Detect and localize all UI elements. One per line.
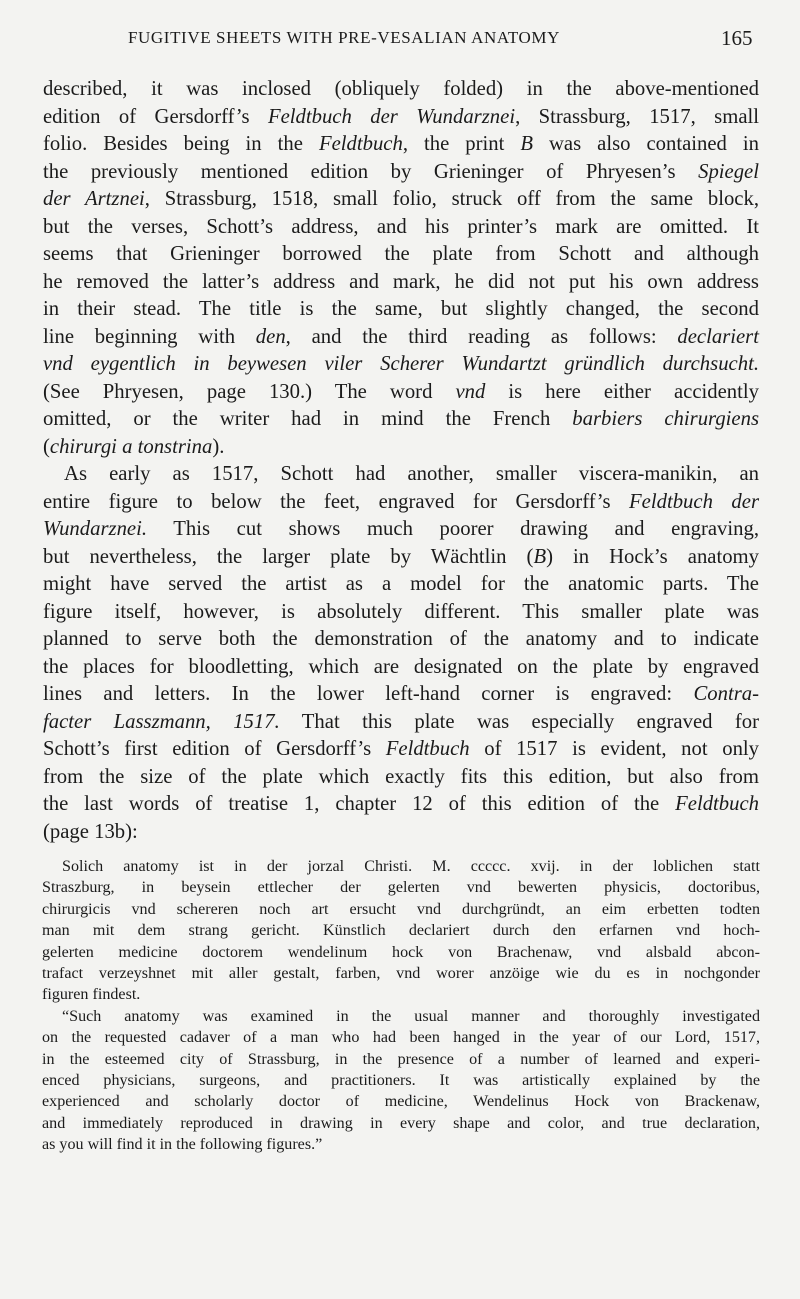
italic-text: Feldtbuch der — [629, 490, 759, 513]
italic-text: vnd eygentlich in beywesen viler Scherer Wundartzt gründlich durchsucht. — [43, 353, 759, 375]
text-run: from the size of the plate which exactly fits this edition, but also from — [43, 765, 759, 788]
text-run: seems that Grieninger borrowed the plate from Schott and although — [43, 243, 759, 265]
italic-text: den — [255, 325, 286, 348]
text-run: as you will find it in the following figures.” — [42, 1136, 323, 1154]
italic-text: Feldtbuch — [675, 793, 759, 815]
text-run: ). — [212, 435, 225, 458]
text-run: “Such anatomy was examined in the usual manner and thoroughly investigated — [62, 1007, 760, 1025]
quote-line — [42, 942, 760, 963]
quote-line — [42, 1091, 760, 1112]
body-text — [43, 76, 759, 846]
text-run: on the requested cadaver of a man who had been hanged in the year of our Lord, 1517, — [42, 1029, 760, 1047]
text-run: ) in Hock’s anatomy — [546, 545, 759, 568]
quote-line — [42, 1027, 760, 1048]
body-line — [43, 131, 759, 159]
italic-text: Contra- — [693, 683, 759, 705]
page-number: 165 — [721, 26, 753, 50]
quote-line — [42, 963, 760, 984]
text-run: Solich anatomy ist in der jorzal Christi. M. ccccc. xvij. in der loblichen statt — [62, 858, 760, 875]
text-run: he removed the latter’s address and mark, he did not put his own address — [43, 270, 759, 293]
body-line — [43, 241, 759, 269]
text-run: is here either accidently — [485, 380, 759, 403]
page-header — [0, 26, 800, 56]
italic-text: B — [520, 133, 533, 155]
text-run: and immediately reproduced in drawing in every shape and color, and true declaration, — [42, 1114, 760, 1132]
italic-text: Feldtbuch — [318, 133, 403, 155]
text-run: , the print — [402, 133, 521, 155]
text-run: , Strassburg, 1517, small — [515, 105, 759, 128]
text-run: line beginning with — [43, 325, 256, 348]
italic-text: Feldtbuch — [385, 738, 470, 760]
body-line — [43, 819, 759, 847]
text-run: Straszburg, in beysein ettlecher der gelerten vnd bewerten physicis, doctoribus, — [42, 879, 760, 897]
body-line — [43, 709, 759, 737]
text-run: , and the third reading as follows: — [285, 325, 678, 348]
text-run: This cut shows much poorer drawing and engraving, — [147, 518, 759, 540]
text-run: but nevertheless, the larger plate by Wächtlin ( — [43, 545, 534, 568]
italic-text: vnd — [455, 380, 486, 403]
text-run: , Strassburg, 1518, small folio, struck off from the same block, — [144, 188, 760, 210]
body-line — [43, 461, 759, 489]
body-line — [43, 654, 759, 682]
text-run: chirurgicis vnd schereren noch art ersucht vnd durchgründt, an eim erbetten todten — [42, 900, 760, 918]
body-line — [43, 379, 759, 407]
text-run: omitted, or the writer had in mind the French — [43, 408, 573, 430]
text-run: in the esteemed city of Strassburg, in the presence of a number of learned and experi- — [42, 1050, 760, 1068]
text-run: edition of Gersdorff’s — [43, 105, 268, 128]
text-run: the previously mentioned edition by Grieninger of Phryesen’s — [43, 160, 699, 183]
body-line — [43, 269, 759, 297]
text-run: That this plate was especially engraved for — [279, 710, 759, 733]
body-line — [43, 516, 759, 544]
body-line — [43, 214, 759, 242]
body-line — [43, 406, 759, 434]
quote-line — [42, 1006, 760, 1027]
text-run: (page 13b): — [43, 820, 138, 843]
text-run: experienced and scholarly doctor of medicine, Wendelinus Hock von Brackenaw, — [42, 1093, 760, 1111]
text-run: ( — [43, 435, 50, 458]
body-line — [43, 736, 759, 764]
body-line — [43, 764, 759, 792]
quote-line — [42, 856, 760, 877]
quote-line — [42, 984, 760, 1005]
text-run: described, it was inclosed (obliquely folded) in the above-mentioned — [43, 78, 759, 100]
text-run: lines and letters. In the lower left-hand corner is engraved: — [43, 683, 694, 705]
text-run: figuren findest. — [42, 986, 141, 1004]
text-run: the places for bloodletting, which are designated on the plate by engraved — [43, 655, 759, 678]
text-run: in their stead. The title is the same, but slightly changed, the second — [43, 298, 759, 320]
body-line — [43, 544, 759, 572]
italic-text: Spiegel — [698, 160, 759, 183]
text-run: Schott’s first edition of Gersdorff’s — [43, 738, 386, 760]
text-run: enced physicians, surgeons, and practitioners. It was artistically explained by the — [42, 1071, 760, 1089]
text-run: man mit dem strang gericht. Künstlich declariert durch den erfarnen vnd hoch- — [42, 922, 760, 940]
italic-text: facter Lasszmann, 1517. — [43, 710, 280, 733]
body-line — [43, 681, 759, 709]
quote-line — [42, 1070, 760, 1091]
text-run: might have served the artist as a model for the anatomic parts. The — [43, 573, 759, 595]
text-run: folio. Besides being in the — [43, 133, 319, 155]
italic-text: B — [533, 545, 547, 568]
quote-line — [42, 877, 760, 898]
running-head: FUGITIVE SHEETS WITH PRE-VESALIAN ANATOMY — [128, 28, 560, 47]
body-line — [43, 489, 759, 517]
body-line — [43, 599, 759, 627]
quote-line — [42, 1113, 760, 1134]
body-line — [43, 296, 759, 324]
quote-line — [42, 920, 760, 941]
quote-line — [42, 1049, 760, 1070]
italic-text: declariert — [677, 325, 759, 348]
text-run: figure itself, however, is absolutely different. This smaller plate was — [43, 600, 759, 623]
block-quote — [42, 856, 760, 1155]
body-line — [43, 626, 759, 654]
text-run: trafact verzeyshnet mit aller gestalt, farben, vnd worer anzöige wie du es in nochgonder — [42, 964, 760, 982]
body-line — [43, 351, 759, 379]
italic-text: der Artznei — [43, 188, 145, 210]
italic-text: barbiers chirurgiens — [572, 408, 759, 430]
italic-text: Wundarznei. — [43, 518, 148, 540]
body-line — [43, 571, 759, 599]
text-run: of 1517 is evident, not only — [469, 738, 759, 760]
body-line — [43, 76, 759, 104]
body-line — [43, 791, 759, 819]
quote-line — [42, 899, 760, 920]
body-line — [43, 324, 759, 352]
text-run: planned to serve both the demonstration of the anatomy and to indicate — [43, 628, 759, 650]
text-run: gelerten medicine doctorem wendelinum hock von Brachenaw, vnd alsbald abcon- — [42, 943, 760, 961]
text-run: As early as 1517, Schott had another, smaller viscera-manikin, an — [64, 463, 759, 485]
body-line — [43, 434, 759, 462]
text-run: entire figure to below the feet, engraved for Gersdorff’s — [43, 490, 630, 513]
italic-text: Feldtbuch der Wundarznei — [267, 105, 516, 128]
text-run: (See Phryesen, page 130.) The word — [43, 380, 456, 403]
quote-line — [42, 1134, 760, 1155]
body-line — [43, 186, 759, 214]
body-line — [43, 104, 759, 132]
text-run: but the verses, Schott’s address, and his printer’s mark are omitted. It — [43, 215, 759, 238]
italic-text: chirurgi a tonstrina — [49, 435, 213, 458]
text-run: the last words of treatise 1, chapter 12 of this edition of the — [43, 793, 676, 815]
text-run: was also contained in — [532, 133, 759, 155]
body-line — [43, 159, 759, 187]
